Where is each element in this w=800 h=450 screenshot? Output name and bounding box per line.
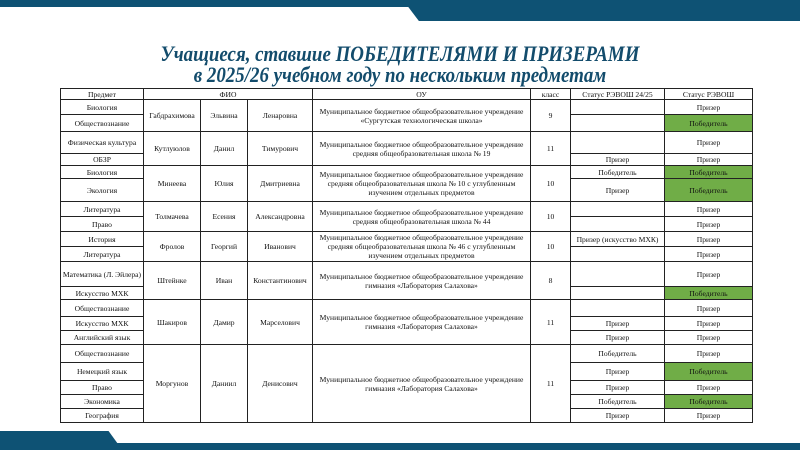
- prev-status-cell: [571, 217, 665, 232]
- winners-table: [60, 88, 753, 423]
- patronymic-cell: Константинович: [248, 262, 313, 300]
- table-row: [61, 300, 753, 317]
- status-cell: Призер: [665, 409, 753, 423]
- header-grade: класс: [531, 89, 571, 100]
- prev-status-cell: Призер: [571, 154, 665, 166]
- status-cell: Победитель: [665, 115, 753, 132]
- surname-cell: Минеева: [144, 166, 201, 202]
- prev-status-cell: [571, 100, 665, 115]
- grade-cell: 11: [531, 300, 571, 345]
- prev-status-cell: Призер: [571, 317, 665, 331]
- grade-cell: 10: [531, 202, 571, 232]
- school-cell: Муниципальное бюджетное общеобразовательное учреждение средняя общеобразовательная школа № 46 с углубленным изучением отдельных предметов: [313, 232, 531, 262]
- table-body: [61, 100, 753, 423]
- name-cell: Георгий: [201, 232, 248, 262]
- subject-cell: Право: [61, 381, 144, 395]
- subject-cell: История: [61, 232, 144, 247]
- status-cell: Призер: [665, 331, 753, 345]
- status-cell: Победитель: [665, 395, 753, 409]
- grade-cell: 10: [531, 166, 571, 202]
- prev-status-cell: Победитель: [571, 395, 665, 409]
- prev-status-cell: Призер (искусство МХК): [571, 232, 665, 247]
- surname-cell: Толмачева: [144, 202, 201, 232]
- subject-cell: ОБЗР: [61, 154, 144, 166]
- subject-cell: Обществознание: [61, 115, 144, 132]
- name-cell: Эльвина: [201, 100, 248, 132]
- status-cell: Призер: [665, 232, 753, 247]
- patronymic-cell: Александровна: [248, 202, 313, 232]
- status-cell: Призер: [665, 262, 753, 287]
- status-cell: Победитель: [665, 166, 753, 179]
- title-line-1: Учащиеся, ставшие ПОБЕДИТЕЛЯМИ И ПРИЗЕРАМИ: [160, 41, 640, 66]
- school-cell: Муниципальное бюджетное общеобразовательное учреждение гимназия «Лаборатория Салахова»: [313, 300, 531, 345]
- subject-cell: Биология: [61, 166, 144, 179]
- name-cell: Есения: [201, 202, 248, 232]
- prev-status-cell: Призер: [571, 331, 665, 345]
- subject-cell: Математика (Л. Эйлера): [61, 262, 144, 287]
- table-row: [61, 262, 753, 287]
- subject-cell: Право: [61, 217, 144, 232]
- status-cell: Призер: [665, 247, 753, 262]
- slide-title: [56, 43, 744, 85]
- name-cell: Данил: [201, 132, 248, 166]
- surname-cell: Габдрахимова: [144, 100, 201, 132]
- subject-cell: Экономика: [61, 395, 144, 409]
- surname-cell: Моргунов: [144, 345, 201, 423]
- prev-status-cell: Призер: [571, 179, 665, 202]
- prev-status-cell: Призер: [571, 409, 665, 423]
- table-row: [61, 202, 753, 217]
- status-cell: Призер: [665, 300, 753, 317]
- table-row: [61, 166, 753, 179]
- status-cell: Победитель: [665, 287, 753, 300]
- prev-status-cell: [571, 247, 665, 262]
- surname-cell: Фролов: [144, 232, 201, 262]
- status-cell: Призер: [665, 317, 753, 331]
- name-cell: Иван: [201, 262, 248, 300]
- grade-cell: 11: [531, 345, 571, 423]
- status-cell: Победитель: [665, 363, 753, 381]
- prev-status-cell: Победитель: [571, 166, 665, 179]
- subject-cell: Обществознание: [61, 345, 144, 363]
- status-cell: Призер: [665, 132, 753, 154]
- prev-status-cell: [571, 115, 665, 132]
- school-cell: Муниципальное бюджетное общеобразовательное учреждение «Сургутская технологическая школа»: [313, 100, 531, 132]
- patronymic-cell: Дмитриевна: [248, 166, 313, 202]
- status-cell: Призер: [665, 217, 753, 232]
- name-cell: Дамир: [201, 300, 248, 345]
- prev-status-cell: Призер: [571, 363, 665, 381]
- subject-cell: Экология: [61, 179, 144, 202]
- school-cell: Муниципальное бюджетное общеобразовательное учреждение средняя общеобразовательная школа № 19: [313, 132, 531, 166]
- header-status: Статус РЭВОШ: [665, 89, 753, 100]
- top-banner-wing: [403, 0, 800, 21]
- table-row: [61, 100, 753, 115]
- subject-cell: География: [61, 409, 144, 423]
- patronymic-cell: Иванович: [248, 232, 313, 262]
- subject-cell: Английский язык: [61, 331, 144, 345]
- status-cell: Призер: [665, 381, 753, 395]
- subject-cell: Литература: [61, 247, 144, 262]
- prev-status-cell: [571, 132, 665, 154]
- patronymic-cell: Тимурович: [248, 132, 313, 166]
- table-header-row: [61, 89, 753, 100]
- status-cell: Победитель: [665, 179, 753, 202]
- name-cell: Даниил: [201, 345, 248, 423]
- table-row: [61, 132, 753, 154]
- bottom-banner-bar: [0, 443, 800, 450]
- prev-status-cell: [571, 262, 665, 287]
- subject-cell: Биология: [61, 100, 144, 115]
- school-cell: Муниципальное бюджетное общеобразовательное учреждение средняя общеобразовательная школа № 10 с углубленным изучением отдельных предметов: [313, 166, 531, 202]
- header-prev-status: Статус РЭВОШ 24/25: [571, 89, 665, 100]
- prev-status-cell: [571, 287, 665, 300]
- table-row: [61, 232, 753, 247]
- status-cell: Призер: [665, 202, 753, 217]
- grade-cell: 10: [531, 232, 571, 262]
- surname-cell: Кутлуюлов: [144, 132, 201, 166]
- name-cell: Юлия: [201, 166, 248, 202]
- subject-cell: Литература: [61, 202, 144, 217]
- header-fio: ФИО: [144, 89, 313, 100]
- prev-status-cell: [571, 202, 665, 217]
- grade-cell: 9: [531, 100, 571, 132]
- status-cell: Призер: [665, 100, 753, 115]
- subject-cell: Искусство МХК: [61, 287, 144, 300]
- header-subject: Предмет: [61, 89, 144, 100]
- school-cell: Муниципальное бюджетное общеобразовательное учреждение гимназия «Лаборатория Салахова»: [313, 262, 531, 300]
- grade-cell: 8: [531, 262, 571, 300]
- prev-status-cell: [571, 300, 665, 317]
- school-cell: Муниципальное бюджетное общеобразовательное учреждение средняя общеобразовательная школа № 44: [313, 202, 531, 232]
- subject-cell: Обществознание: [61, 300, 144, 317]
- surname-cell: Штейнке: [144, 262, 201, 300]
- header-school: ОУ: [313, 89, 531, 100]
- status-cell: Призер: [665, 154, 753, 166]
- subject-cell: Физическая культура: [61, 132, 144, 154]
- patronymic-cell: Денисович: [248, 345, 313, 423]
- status-cell: Призер: [665, 345, 753, 363]
- patronymic-cell: Ленаровна: [248, 100, 313, 132]
- prev-status-cell: Призер: [571, 381, 665, 395]
- table-row: [61, 345, 753, 363]
- school-cell: Муниципальное бюджетное общеобразовательное учреждение гимназия «Лаборатория Салахова»: [313, 345, 531, 423]
- subject-cell: Немецкий язык: [61, 363, 144, 381]
- subject-cell: Искусство МХК: [61, 317, 144, 331]
- grade-cell: 11: [531, 132, 571, 166]
- surname-cell: Шакиров: [144, 300, 201, 345]
- prev-status-cell: Победитель: [571, 345, 665, 363]
- title-line-2: в 2025/26 учебном году по нескольким предметам: [193, 62, 607, 87]
- patronymic-cell: Марселович: [248, 300, 313, 345]
